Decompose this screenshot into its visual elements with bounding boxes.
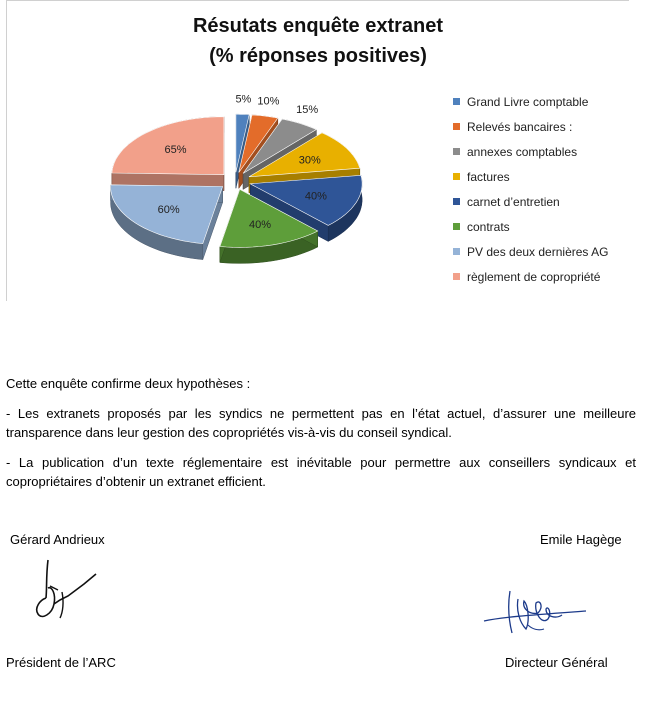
legend-item: [453, 139, 608, 164]
pie-data-label: 40%: [248, 218, 272, 231]
chart-title-line2: (% réponses positives): [209, 45, 427, 67]
pie-slice: [111, 185, 223, 260]
pie-data-label: 60%: [157, 204, 180, 217]
pie-data-label: 30%: [298, 154, 321, 167]
legend-swatch: [453, 273, 460, 280]
pie-data-label: 10%: [257, 95, 280, 108]
legend-swatch: [453, 123, 460, 130]
legend-swatch: [453, 148, 460, 155]
pie-data-label: 65%: [164, 143, 187, 156]
right-signatory-name: Emile Hagège: [540, 532, 622, 547]
legend-label: factures: [467, 169, 510, 184]
legend-label: annexes comptables: [467, 144, 578, 159]
legend-swatch: [453, 248, 460, 255]
pie-data-label: 15%: [296, 104, 319, 117]
legend-label: Grand Livre comptable: [467, 94, 589, 109]
legend-item: [453, 214, 608, 239]
legend-item: [453, 89, 608, 114]
legend-swatch: [453, 198, 460, 205]
chart-title-line1: Résutats enquête extranet: [192, 15, 444, 37]
legend-swatch: [453, 98, 460, 105]
legend-label: PV des deux dernières AG: [467, 244, 609, 259]
right-signatory-role: Directeur Général: [505, 655, 608, 670]
intro-text: Cette enquête confirme deux hypothèses :: [6, 376, 251, 391]
legend-swatch: [453, 173, 460, 180]
pie-chart: [6, 0, 629, 301]
legend-item: [453, 264, 608, 289]
legend-item: [453, 239, 608, 264]
legend-item: [453, 114, 608, 139]
chart-legend: [453, 89, 608, 289]
left-signatory-role: Président de l’ARC: [6, 655, 116, 670]
left-signature: [30, 556, 110, 626]
legend-label: règlement de copropriété: [467, 269, 601, 284]
left-signatory-name: Gérard Andrieux: [10, 532, 105, 547]
legend-label: contrats: [467, 219, 510, 234]
hypothesis-1: - Les extranets proposés par les syndics ne permettent pas en l’état actuel, d’assurer une meilleure transparence dans leur gestion des copropriétés vis-à-vis du conseil syndical.: [6, 406, 636, 440]
legend-swatch: [453, 223, 460, 230]
legend-item: [453, 189, 608, 214]
right-signature: [482, 585, 590, 641]
pie-data-label: 40%: [304, 190, 327, 203]
pie-data-label: 5%: [235, 93, 252, 106]
legend-item: [453, 164, 608, 189]
legend-label: carnet d’entretien: [467, 194, 560, 209]
hypothesis-2: - La publication d’un texte réglementaire est inévitable pour permettre aux conseillers syndicaux et copropriétaires d’obtenir un extranet efficient.: [6, 455, 636, 489]
legend-label: Relevés bancaires :: [467, 119, 573, 134]
